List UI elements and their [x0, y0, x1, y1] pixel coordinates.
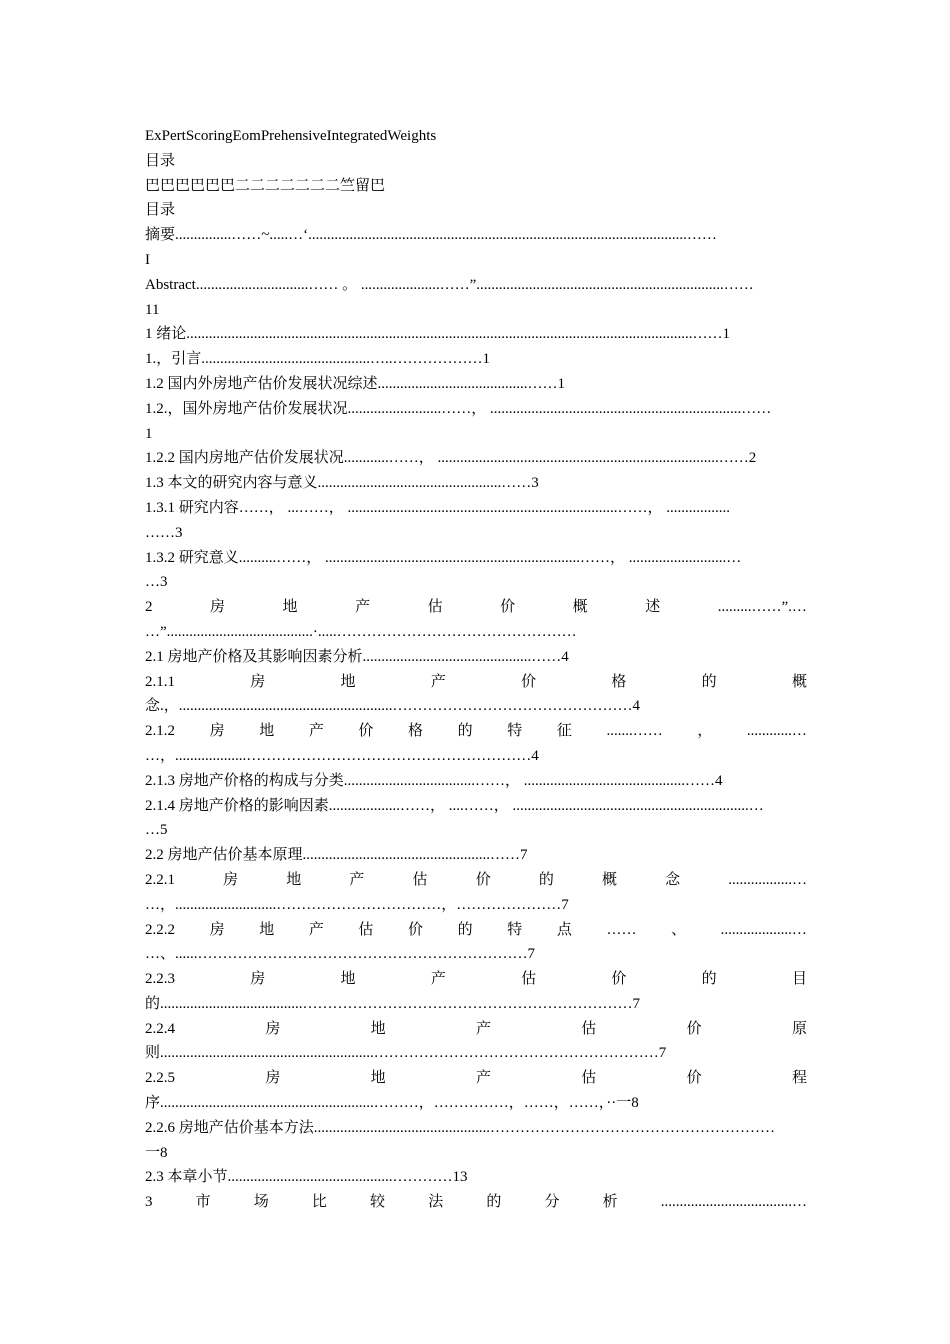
toc-line [145, 1066, 807, 1091]
toc-word: 目 [791, 971, 807, 988]
toc-word: ............… [746, 723, 807, 740]
toc-word: 地 [259, 723, 275, 740]
toc-word: 地 [286, 871, 302, 888]
toc-word: 产 [355, 599, 371, 616]
toc-line: 1 [145, 425, 153, 442]
toc-word: 产 [430, 673, 446, 690]
toc-line: 2.2 房地产估价基本原理..................................................……7 [145, 847, 528, 864]
toc-line: …”.......................................·.....………………………………………… [145, 623, 577, 640]
toc-word: 比 [311, 1194, 327, 1211]
toc-word: .......…… [606, 723, 663, 740]
toc-word: 地 [370, 1070, 386, 1087]
toc-line: 1.2.2 国内房地产估价发展状况............……， ...........................................................................……2 [145, 450, 757, 467]
toc-word: 原 [791, 1020, 807, 1037]
toc-word: 产 [475, 1070, 491, 1087]
toc-line: …，...........................……………………………，…………………7 [145, 896, 569, 913]
toc-word: ...................................… [660, 1194, 807, 1211]
toc-word: 念 [665, 871, 681, 888]
toc-word: 价 [475, 871, 491, 888]
toc-word: 征 [556, 723, 572, 740]
toc-word: 法 [428, 1194, 444, 1211]
toc-word: 价 [500, 599, 516, 616]
toc-line [145, 719, 807, 744]
toc-word: 的 [701, 971, 717, 988]
toc-heading: 目录 [145, 202, 176, 219]
toc-line: 1.，引言.............................................…..………………1 [145, 351, 491, 368]
toc-word: 分 [544, 1194, 560, 1211]
toc-word: 估 [427, 599, 443, 616]
toc-line: 1.2 国内外房地产估价发展状况综述........................................……1 [145, 375, 566, 392]
toc-word: 3 [145, 1194, 153, 1211]
toc-word: 述 [645, 599, 661, 616]
toc-word: 格 [611, 673, 627, 690]
toc-word: 房 [250, 971, 266, 988]
toc-word: 估 [581, 1070, 597, 1087]
toc-line: Abstract..............................…… 。 .....................……”..................................................................…… [145, 276, 754, 293]
toc-word: 价 [686, 1020, 702, 1037]
toc-word: 市 [195, 1194, 211, 1211]
toc-line: 2.3 本章小节............................................…………13 [145, 1169, 468, 1186]
toc-line: 一8 [145, 1144, 168, 1161]
table-of-contents [145, 223, 807, 1215]
toc-line: 2.1 房地产价格及其影响因素分析.............................................……4 [145, 648, 569, 665]
doc-title: ExPertScoringEomPrehensiveIntegratedWeights [145, 128, 437, 144]
toc-word: 2.2.5 [145, 1070, 175, 1087]
toc-word: 2.2.4 [145, 1020, 175, 1037]
toc-word: 产 [475, 1020, 491, 1037]
toc-line: 的......................................…………………………………………………………7 [145, 995, 641, 1012]
toc-line: I [145, 251, 150, 268]
toc-word: 产 [349, 871, 365, 888]
toc-word: 价 [686, 1070, 702, 1087]
toc-line: …，...................…………………………………………………4 [145, 747, 539, 764]
toc-word: 概 [572, 599, 588, 616]
toc-line: …、......…………………………………………………………7 [145, 946, 536, 963]
toc-word: 的 [538, 871, 554, 888]
toc-line: 1.2.，国外房地产估价发展状况.........................……， ...................................................................…… [145, 400, 772, 417]
toc-word: .................… [728, 871, 807, 888]
toc-word: 2.2.3 [145, 971, 175, 988]
toc-word: 的 [457, 921, 473, 938]
toc-line: 念.，.........................................................…………………………………………4 [145, 698, 641, 715]
toc-word: 2.2.2 [145, 921, 175, 938]
toc-word: 房 [250, 673, 266, 690]
toc-word: 特 [507, 723, 523, 740]
toc-word: 房 [223, 871, 239, 888]
toc-word: 价 [358, 723, 374, 740]
toc-word: 地 [259, 921, 275, 938]
toc-line: 序.........................................................………，……………，……，……，··一8 [145, 1095, 639, 1112]
toc-line: 11 [145, 301, 160, 318]
toc-line [145, 967, 807, 992]
toc-word: 房 [265, 1070, 281, 1087]
toc-word: 产 [308, 723, 324, 740]
toc-line [145, 595, 807, 620]
toc-line [145, 670, 807, 695]
toc-word: 地 [340, 673, 356, 690]
toc-word: 、 [671, 921, 687, 938]
toc-heading: 目录 [145, 152, 176, 169]
toc-word: 地 [340, 971, 356, 988]
toc-word: 析 [602, 1194, 618, 1211]
toc-word: 估 [521, 971, 537, 988]
toc-line: 1.3.2 研究意义..........……， ....................................................................……， ..........................… [145, 549, 742, 566]
toc-word: 的 [486, 1194, 502, 1211]
toc-word: 的 [457, 723, 473, 740]
toc-word: .........……”.… [717, 599, 807, 616]
toc-word: 房 [210, 599, 226, 616]
toc-word: 的 [701, 673, 717, 690]
toc-word: 房 [265, 1020, 281, 1037]
toc-line: 1.3 本文的研究内容与意义.................................................……3 [145, 475, 539, 492]
toc-word: 地 [282, 599, 298, 616]
toc-word: 地 [370, 1020, 386, 1037]
toc-word: 2.1.2 [145, 723, 175, 740]
toc-line [145, 1190, 807, 1215]
toc-word: 概 [791, 673, 807, 690]
document-page [145, 124, 807, 1215]
toc-word: 房 [209, 723, 225, 740]
toc-word: 价 [611, 971, 627, 988]
toc-word: 2 [145, 599, 153, 616]
toc-word: 较 [370, 1194, 386, 1211]
toc-word: 房 [209, 921, 225, 938]
toc-word: 价 [408, 921, 424, 938]
toc-word: 场 [253, 1194, 269, 1211]
toc-line: 2.1.3 房地产价格的构成与分类...................................……， ...........................................……4 [145, 772, 723, 789]
toc-line: 1.3.1 研究内容……， ...……， ........................................................................……， ................. [145, 499, 731, 516]
toc-word: 2.2.1 [145, 871, 175, 888]
toc-line: 1 绪论.......................................................................................................................................……1 [145, 326, 731, 343]
toc-word: 估 [358, 921, 374, 938]
toc-word: ， [697, 723, 713, 740]
toc-line [145, 868, 807, 893]
toc-line: …5 [145, 822, 168, 839]
toc-line [145, 1017, 807, 1042]
toc-line: 2.2.6 房地产估价基本方法...............................................………………………………………………… [145, 1119, 776, 1136]
toc-word: 特 [507, 921, 523, 938]
toc-line: ……3 [145, 524, 183, 541]
toc-line: 则.........................................................…………………………………………………7 [145, 1045, 667, 1062]
toc-line: …3 [145, 574, 168, 591]
toc-word: 2.1.1 [145, 673, 175, 690]
toc-word: ...................… [720, 921, 807, 938]
garbled-text: 巴巴巴巴巴巴二二二二二二二竺留巴 [145, 177, 386, 194]
toc-word: 价 [521, 673, 537, 690]
toc-word: 产 [430, 971, 446, 988]
toc-word: 概 [601, 871, 617, 888]
toc-word: 程 [791, 1070, 807, 1087]
toc-word: …… [606, 921, 637, 938]
toc-word: 产 [308, 921, 324, 938]
toc-word: 估 [581, 1020, 597, 1037]
toc-word: 点 [556, 921, 572, 938]
toc-line: 摘要...............……~.....…‘.....................................................................................................…… [145, 227, 717, 244]
toc-line [145, 918, 807, 943]
toc-word: 估 [412, 871, 428, 888]
toc-word: 格 [408, 723, 424, 740]
toc-line: 2.1.4 房地产价格的影响因素...................……， ....……， ...............................................................… [145, 797, 764, 814]
